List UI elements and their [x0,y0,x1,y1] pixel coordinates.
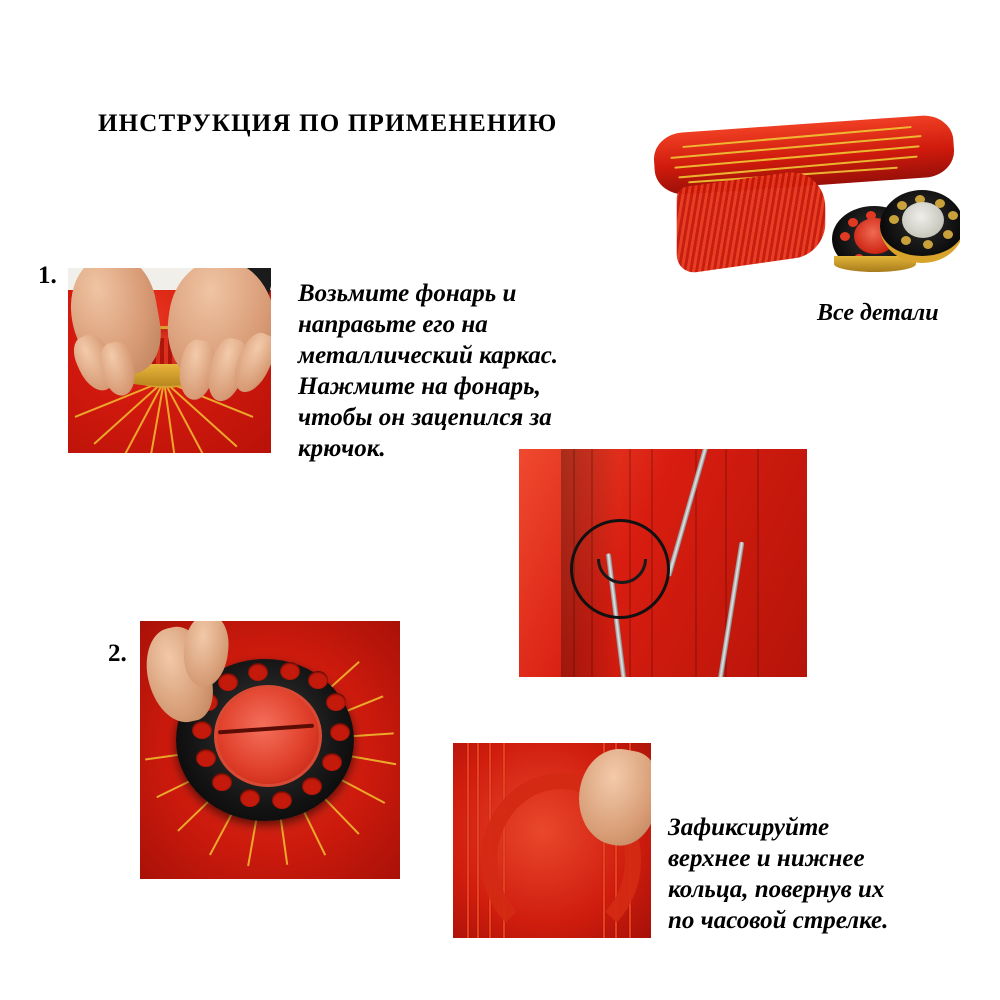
upper-ring-center [902,202,944,238]
step-2-line: кольца, повернув их [668,876,885,903]
step-1-line: крючок. [298,435,386,462]
step-2-number: 2. [108,640,127,667]
photo-hook-closeup [519,449,807,677]
metal-frame-wire [666,449,712,577]
step-1-number: 1. [38,262,57,289]
step-2-line: по часовой стрелке. [668,907,889,934]
photo-all-parts [648,110,960,300]
metal-frame-wire [715,542,745,677]
page-title: ИНСТРУКЦИЯ ПО ПРИМЕНЕНИЮ [98,110,558,137]
step-1-line: Нажмите на фонарь, [298,373,541,400]
photo-folded-lantern [453,743,651,938]
step-1-text [298,278,648,464]
step-2-line: Зафиксируйте [668,814,830,841]
step-1-line: Возьмите фонарь и [298,280,517,307]
step-2-line: верхнее и нижнее [668,845,865,872]
photo-hands-on-lantern [68,268,271,453]
step-1-line: металлический каркас. [298,342,559,369]
step-1-line: направьте его на [298,311,488,338]
photo-black-ring [140,621,400,879]
caption-all-parts: Все детали [817,300,939,326]
step-1-line: чтобы он зацепился за [298,404,552,431]
ring-center-cap [214,685,322,787]
step-2-text [668,812,988,936]
